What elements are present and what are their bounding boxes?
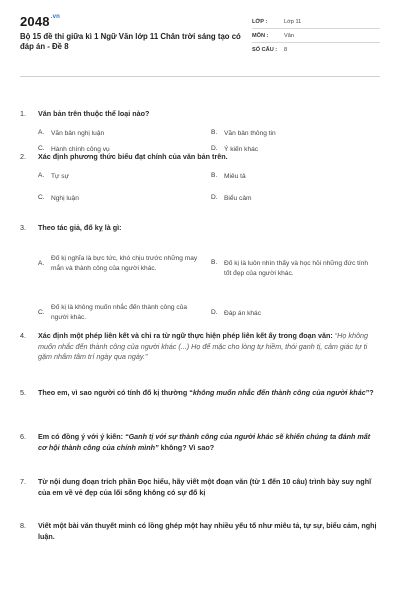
question-prompt: Theo em, vì sao người có tính đố kị thường “	[38, 388, 193, 397]
question-head	[20, 152, 380, 163]
meta-key: SỐ CÂU :	[252, 47, 278, 53]
question-head	[20, 521, 380, 542]
question-text	[38, 432, 380, 453]
option-letter: C.	[38, 309, 45, 316]
meta-table	[252, 15, 380, 72]
question-end: không? Vì sao?	[158, 442, 215, 452]
option-text: Đáp án khác	[224, 309, 262, 317]
question-number: 1.	[20, 109, 26, 118]
option-text: Nghị luận	[51, 194, 79, 202]
meta-row-class	[252, 15, 380, 29]
question-number: 8.	[20, 521, 26, 530]
option-text: Văn bản thông tin	[224, 129, 276, 137]
question-prompt: Xác định một phép liên kết và chỉ ra từ ngữ thực hiện phép liên kết ấy trong đoạn văn:	[38, 331, 335, 340]
question-text	[38, 388, 380, 399]
question-number: 5.	[20, 388, 26, 397]
question-end: ”?	[365, 388, 374, 397]
document-title: Bộ 15 đề thi giữa kì 1 Ngữ Văn lớp 11 Chân trời sáng tạo có đáp án - Đề 8	[20, 32, 241, 51]
question-head	[20, 109, 380, 120]
option-a[interactable]	[38, 172, 69, 182]
question-6	[20, 432, 380, 453]
meta-value: Văn	[284, 32, 294, 39]
option-b[interactable]	[211, 259, 376, 279]
question-head	[20, 432, 380, 453]
option-letter: B.	[211, 171, 218, 179]
logo-sub: .vn	[50, 14, 61, 20]
question-quote: “Họ không muốn nhắc đến thành công của người khác (...) Họ để mặc cho lòng tự hiềm, thói ganh tị, cảm giác tự ti gặm nhấm tâm trí ngày qua ngày.”	[38, 331, 368, 361]
option-text: Đố kị là luôn nhìn thấy và học hỏi những đức tính tốt đẹp của người khác.	[224, 259, 369, 277]
option-letter: B.	[211, 258, 218, 266]
meta-row-count	[252, 43, 380, 57]
question-number: 3.	[20, 223, 26, 232]
question-emphasis: không muốn nhắc đến thành công của người khác	[192, 388, 366, 397]
question-number: 4.	[20, 331, 26, 340]
meta-key: MÔN :	[252, 32, 269, 39]
question-3	[20, 223, 380, 333]
option-text: Miêu tả	[224, 172, 246, 180]
option-d[interactable]	[211, 194, 252, 204]
option-letter: A.	[38, 260, 45, 267]
question-text: Viết một bài văn thuyết minh có lồng ghép một hay nhiều yếu tố như miêu tả, tự sự, biểu cảm, nghị luận.	[38, 521, 377, 541]
option-text: Văn bản nghị luận	[51, 129, 105, 137]
option-letter: C.	[38, 144, 45, 152]
meta-value: 8	[284, 47, 288, 53]
question-5	[20, 388, 380, 399]
option-c[interactable]	[38, 194, 79, 204]
question-7	[20, 477, 380, 498]
logo-main: 2048	[20, 14, 50, 29]
header-divider	[20, 76, 380, 77]
options	[20, 243, 380, 333]
option-b[interactable]	[211, 172, 246, 182]
question-4	[20, 331, 380, 363]
option-letter: A.	[38, 171, 45, 179]
option-b[interactable]	[211, 129, 276, 139]
option-text: Ý kiến khác	[224, 145, 259, 153]
question-number: 7.	[20, 477, 26, 486]
question-emphasis: “Ganh tị với sự thành công của người khác sẽ khiến chúng ta đánh mất cơ hội thành công của chính mình”	[38, 432, 371, 452]
question-number: 6.	[20, 432, 26, 441]
option-letter: D.	[211, 193, 218, 201]
option-text: Đố kị nghĩa là bực tức, khó chịu trước những may mắn và thành công của người khác.	[51, 254, 198, 272]
question-head	[20, 331, 380, 363]
question-head	[20, 388, 380, 399]
option-text: Hành chính công vụ	[51, 145, 110, 153]
option-letter: C.	[38, 193, 45, 201]
option-letter: D.	[211, 144, 218, 152]
question-text: Văn bản trên thuộc thể loại nào?	[38, 109, 150, 118]
option-c[interactable]	[38, 303, 206, 323]
question-8	[20, 521, 380, 542]
option-a[interactable]	[38, 254, 206, 274]
option-d[interactable]	[211, 309, 261, 319]
option-a[interactable]	[38, 129, 104, 139]
option-letter: D.	[211, 308, 218, 316]
question-text	[38, 331, 380, 363]
option-text: Biểu cảm	[224, 194, 252, 202]
question-text: Theo tác giả, đố kỵ là gì:	[38, 223, 122, 232]
site-logo[interactable]	[20, 14, 250, 29]
option-letter: A.	[38, 128, 45, 136]
question-head	[20, 477, 380, 498]
question-prompt: Em có đồng ý với ý kiến:	[38, 432, 125, 441]
meta-row-subject	[252, 29, 380, 43]
header-left	[20, 14, 250, 72]
header	[20, 14, 380, 72]
question-number: 2.	[20, 152, 26, 161]
question-text: Từ nội dung đoạn trích phần Đọc hiểu, hãy viết một đoạn văn (từ 1 đến 10 câu) trình bày suy nghĩ của em về vẻ đẹp của lối sống không có sự đố kị	[38, 477, 372, 497]
option-letter: B.	[211, 128, 218, 136]
question-head	[20, 223, 380, 234]
meta-key: LỚP :	[252, 18, 268, 25]
meta-value: Lớp 11	[284, 18, 302, 25]
option-text: Đố kị là không muốn nhắc đến thành công của người khác.	[51, 303, 187, 321]
options	[20, 172, 380, 212]
option-text: Tự sự	[51, 172, 69, 180]
question-2	[20, 152, 380, 212]
question-text: Xác định phương thức biểu đạt chính của văn bản trên.	[38, 152, 228, 161]
